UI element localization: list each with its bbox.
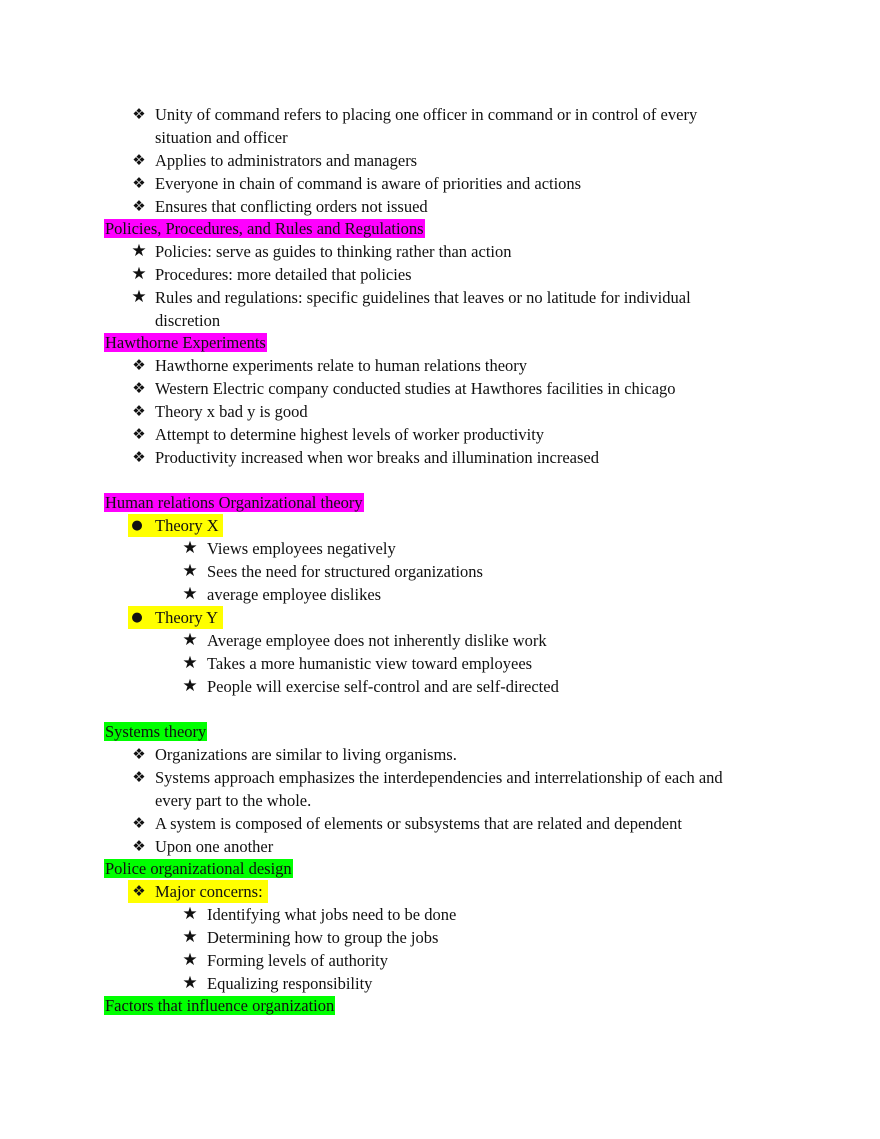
star-bullet-icon: ★	[131, 241, 147, 261]
list-item-text: Western Electric company conducted studies at Hawthores facilities in chicago	[155, 379, 676, 398]
star-bullet-icon: ★	[182, 653, 198, 673]
star-bullet-icon: ★	[182, 584, 198, 604]
diamond-bullet-icon: ❖	[132, 105, 146, 123]
star-bullet-icon: ★	[182, 561, 198, 581]
list-item-text: Theory Y	[155, 608, 219, 627]
section-heading-human-relations: Human relations Organizational theory	[105, 493, 363, 512]
section-heading-police-design: Police organizational design	[105, 859, 292, 878]
section-heading-policies: Policies, Procedures, and Rules and Regulations	[105, 219, 424, 238]
list-item-text: Procedures: more detailed that policies	[155, 265, 412, 284]
list-item-text: Productivity increased when wor breaks and illumination increased	[155, 448, 599, 467]
list-item-text: Policies: serve as guides to thinking rather than action	[155, 242, 512, 261]
diamond-bullet-icon: ❖	[132, 768, 146, 786]
list-item-text: situation and officer	[155, 128, 288, 147]
star-bullet-icon: ★	[182, 904, 198, 924]
list-item-text: Views employees negatively	[207, 539, 396, 558]
list-item-text: Sees the need for structured organizations	[207, 562, 483, 581]
list-item-text: Everyone in chain of command is aware of priorities and actions	[155, 174, 582, 193]
diamond-bullet-icon: ❖	[132, 745, 146, 763]
list-item-text: Systems approach emphasizes the interdependencies and interrelationship of each and	[155, 768, 723, 787]
diamond-bullet-icon: ❖	[132, 425, 146, 443]
list-item-text: Rules and regulations: specific guidelines that leaves or no latitude for individual	[155, 288, 691, 307]
list-item-text: average employee dislikes	[207, 585, 382, 604]
list-item-text: Average employee does not inherently dislike work	[207, 631, 547, 650]
list-item-text: every part to the whole.	[155, 791, 312, 810]
list-item-text: Theory x bad y is good	[155, 402, 308, 421]
section-heading-systems: Systems theory	[105, 722, 207, 741]
star-bullet-icon: ★	[131, 287, 147, 307]
section-heading-factors: Factors that influence organization	[105, 996, 335, 1015]
list-item-text: discretion	[155, 311, 221, 330]
list-item-text: Upon one another	[155, 837, 274, 856]
diamond-bullet-icon: ❖	[132, 402, 146, 420]
diamond-bullet-icon: ❖	[132, 814, 146, 832]
section-heading-hawthorne: Hawthorne Experiments	[105, 333, 266, 352]
diamond-bullet-icon: ❖	[132, 356, 146, 374]
diamond-bullet-icon: ❖	[132, 379, 146, 397]
list-item-text: Attempt to determine highest levels of worker productivity	[155, 425, 545, 444]
list-item-text: Unity of command refers to placing one officer in command or in control of every	[155, 105, 698, 124]
star-bullet-icon: ★	[182, 927, 198, 947]
list-item-text: Hawthorne experiments relate to human relations theory	[155, 356, 528, 375]
list-item-text: People will exercise self-control and are self-directed	[207, 677, 559, 696]
list-item-text: Forming levels of authority	[207, 951, 389, 970]
diamond-bullet-icon: ❖	[132, 882, 146, 900]
list-item-text: Takes a more humanistic view toward employees	[207, 654, 533, 673]
list-item-text: Identifying what jobs need to be done	[207, 905, 457, 924]
list-item-text: Ensures that conflicting orders not issued	[155, 197, 428, 216]
list-item-text: Applies to administrators and managers	[155, 151, 418, 170]
diamond-bullet-icon: ❖	[132, 197, 146, 215]
list-item-text: Major concerns:	[155, 882, 263, 901]
list-item-text: Theory X	[155, 516, 219, 535]
dot-bullet-icon: ●	[131, 610, 143, 625]
list-item-text: Determining how to group the jobs	[207, 928, 439, 947]
list-item-text: Equalizing responsibility	[207, 974, 373, 993]
diamond-bullet-icon: ❖	[132, 151, 146, 169]
star-bullet-icon: ★	[182, 950, 198, 970]
star-bullet-icon: ★	[182, 630, 198, 650]
star-bullet-icon: ★	[182, 973, 198, 993]
star-bullet-icon: ★	[131, 264, 147, 284]
star-bullet-icon: ★	[182, 676, 198, 696]
star-bullet-icon: ★	[182, 538, 198, 558]
dot-bullet-icon: ●	[131, 518, 143, 533]
diamond-bullet-icon: ❖	[132, 448, 146, 466]
diamond-bullet-icon: ❖	[132, 837, 146, 855]
diamond-bullet-icon: ❖	[132, 174, 146, 192]
list-item-text: A system is composed of elements or subsystems that are related and dependent	[155, 814, 682, 833]
list-item-text: Organizations are similar to living organisms.	[155, 745, 457, 764]
